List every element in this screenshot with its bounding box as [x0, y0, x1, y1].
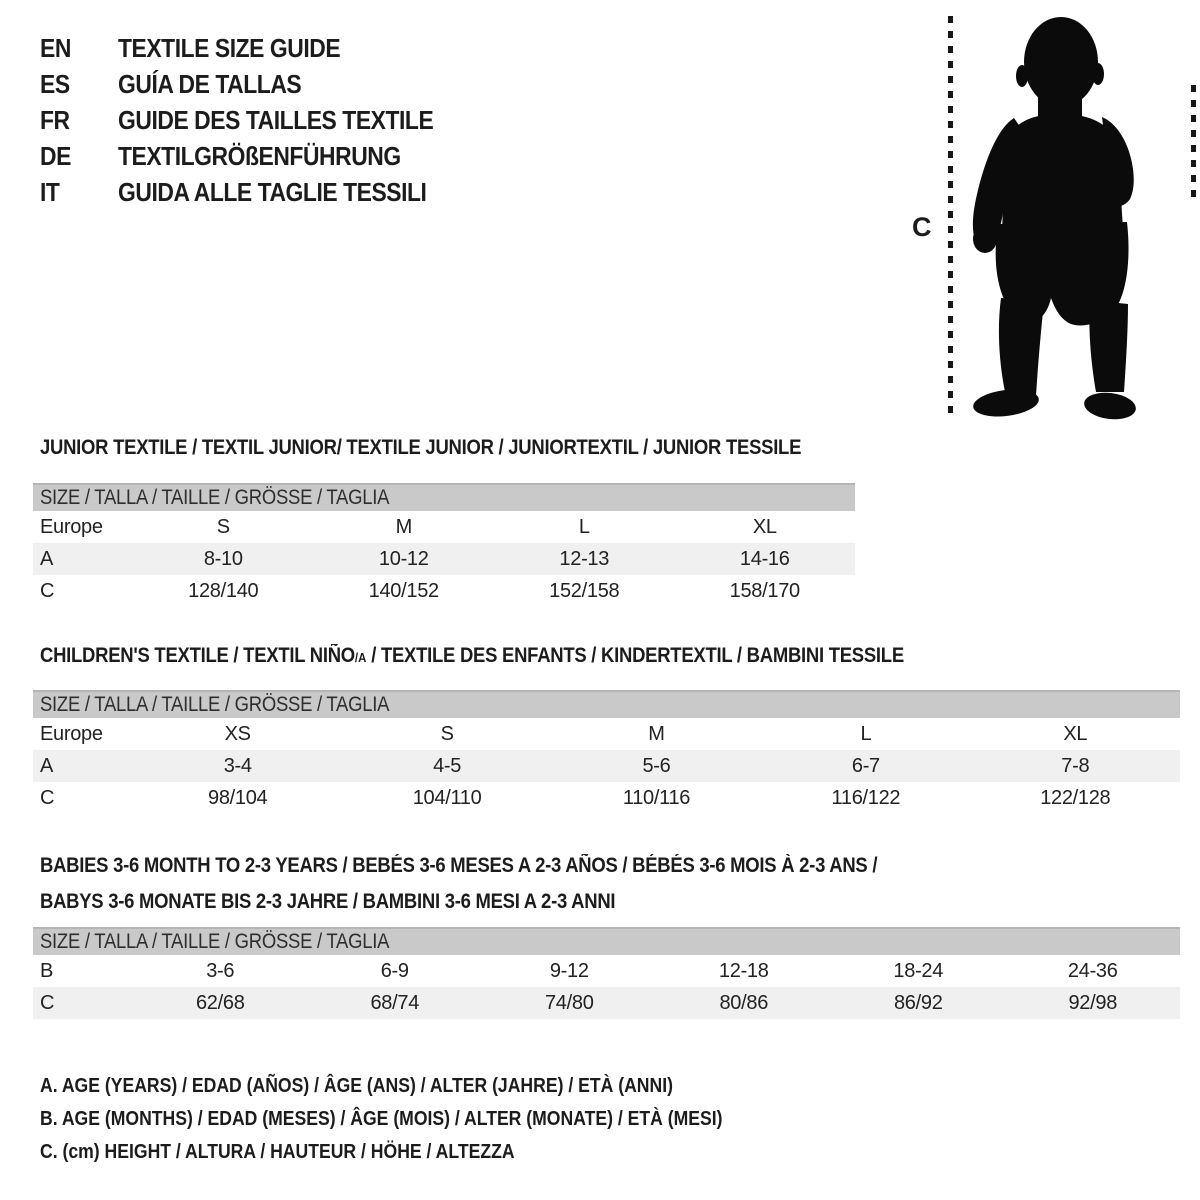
title-part: CHILDREN'S TEXTILE / TEXTIL NIÑO: [40, 644, 355, 667]
language-code-text: ES: [40, 68, 70, 99]
guide-title: GUIDE DES TAILLES TEXTILE: [118, 104, 434, 135]
right-edge-dashed-line: [1191, 85, 1196, 205]
cell: 158/170: [729, 579, 800, 602]
cell: M: [648, 722, 665, 745]
cell: 3-4: [223, 754, 252, 777]
junior-size-table: [33, 483, 855, 607]
table-row: [33, 750, 1180, 782]
junior-table-header: [33, 483, 855, 511]
language-code-text: DE: [40, 140, 71, 171]
cell: S: [216, 515, 230, 538]
cell: 9-12: [549, 959, 589, 982]
babies-title-line1: BABIES 3-6 MONTH TO 2-3 YEARS / BEBÉS 3-6 MESES A 2-3 AÑOS / BÉBÉS 3-6 MOIS À 2-3 ANS /: [40, 854, 878, 877]
cell: 122/128: [1040, 786, 1111, 809]
language-code: [40, 69, 118, 100]
cell: L: [578, 515, 590, 538]
cell: S: [440, 722, 454, 745]
table-row: [33, 575, 855, 607]
table-row: [33, 718, 1180, 750]
row-label: C: [40, 991, 55, 1014]
guide-title: TEXTILGRÖßENFÜHRUNG: [118, 140, 401, 171]
row-label: Europe: [40, 722, 103, 745]
children-table-header: [33, 690, 1180, 718]
guide-title: TEXTILE SIZE GUIDE: [118, 32, 341, 63]
toddler-silhouette-icon: [960, 12, 1150, 422]
note-text: A. AGE (YEARS) / EDAD (AÑOS) / ÂGE (ANS) / ALTER (JAHRE) / ETÀ (ANNI): [40, 1075, 673, 1097]
cell: 128/140: [188, 579, 259, 602]
cell: 104/110: [412, 786, 482, 809]
note-height-cm: [40, 1136, 816, 1169]
language-row: [40, 30, 476, 66]
size-header-text: SIZE / TALLA / TAILLE / GRÖSSE / TAGLIA: [40, 930, 390, 953]
height-measure-label: C: [912, 212, 932, 242]
language-row: [40, 138, 476, 174]
cell: 62/68: [195, 991, 245, 1014]
language-code-text: EN: [40, 32, 71, 63]
babies-table-header: [33, 927, 1180, 955]
guide-title: GUÍA DE TALLAS: [118, 68, 302, 99]
guide-title: GUIDA ALLE TAGLIE TESSILI: [118, 176, 427, 207]
cell: XS: [224, 722, 251, 745]
language-code: [40, 105, 118, 136]
language-header: [40, 30, 476, 210]
table-row: [33, 955, 1180, 987]
cell: 3-6: [206, 959, 235, 982]
table-row: [33, 543, 855, 575]
children-section-title: [40, 638, 1022, 676]
cell: 98/104: [208, 786, 268, 809]
row-label: A: [40, 547, 54, 570]
measure-notes: [40, 1070, 816, 1169]
cell: 116/122: [831, 786, 901, 809]
children-size-table: [33, 690, 1180, 814]
cell: XL: [752, 515, 777, 538]
row-label: B: [40, 959, 54, 982]
cell: 74/80: [544, 991, 594, 1014]
row-label: A: [40, 754, 54, 777]
language-code: [40, 141, 118, 172]
size-header-text: SIZE / TALLA / TAILLE / GRÖSSE / TAGLIA: [40, 693, 390, 716]
cell: XL: [1063, 722, 1088, 745]
junior-section-title: [40, 430, 905, 466]
cell: 18-24: [893, 959, 944, 982]
cell: 140/152: [368, 579, 439, 602]
row-label: C: [40, 786, 55, 809]
junior-section-title-text: JUNIOR TEXTILE / TEXTIL JUNIOR/ TEXTILE JUNIOR / JUNIORTEXTIL / JUNIOR TESSILE: [40, 436, 802, 459]
language-code: [40, 177, 118, 208]
language-code: [40, 33, 118, 64]
note-age-years: [40, 1070, 816, 1103]
cell: 4-5: [433, 754, 462, 777]
cell: 152/158: [549, 579, 620, 602]
babies-section-title: [40, 848, 991, 920]
cell: M: [395, 515, 412, 538]
cell: 86/92: [893, 991, 943, 1014]
cell: 14-16: [739, 547, 790, 570]
cell: 92/98: [1068, 991, 1118, 1014]
cell: 12-13: [559, 547, 610, 570]
cell: 24-36: [1067, 959, 1118, 982]
cell: 12-18: [718, 959, 769, 982]
note-text: B. AGE (MONTHS) / EDAD (MESES) / ÂGE (MOIS) / ALTER (MONATE) / ETÀ (MESI): [40, 1108, 723, 1130]
table-row: [33, 511, 855, 543]
cell: 8-10: [203, 547, 243, 570]
table-row: [33, 782, 1180, 814]
cell: 110/116: [622, 786, 691, 809]
height-dashed-line: [948, 16, 953, 418]
babies-title-line2: BABYS 3-6 MONATE BIS 2-3 JAHRE / BAMBINI 3-6 MESI A 2-3 ANNI: [40, 890, 616, 913]
children-section-title-text: [40, 638, 904, 676]
language-row: [40, 174, 476, 210]
row-label: Europe: [40, 515, 103, 538]
title-part: / TEXTILE DES ENFANTS / KINDERTEXTIL / BAMBINI TESSILE: [366, 644, 904, 667]
title-subscript: /A: [354, 650, 367, 665]
language-row: [40, 66, 476, 102]
note-age-months: [40, 1103, 816, 1136]
cell: 6-7: [851, 754, 880, 777]
cell: L: [860, 722, 872, 745]
babies-size-table: [33, 927, 1180, 1019]
language-code-text: IT: [40, 176, 60, 207]
language-row: [40, 102, 476, 138]
table-row: [33, 987, 1180, 1019]
cell: 68/74: [370, 991, 420, 1014]
language-code-text: FR: [40, 104, 70, 135]
cell: 80/86: [719, 991, 769, 1014]
cell: 10-12: [378, 547, 429, 570]
cell: 7-8: [1061, 754, 1090, 777]
cell: 6-9: [380, 959, 409, 982]
note-text: C. (cm) HEIGHT / ALTURA / HAUTEUR / HÖHE / ALTEZZA: [40, 1141, 515, 1163]
row-label: C: [40, 579, 55, 602]
size-header-text: SIZE / TALLA / TAILLE / GRÖSSE / TAGLIA: [40, 486, 390, 509]
cell: 5-6: [642, 754, 671, 777]
